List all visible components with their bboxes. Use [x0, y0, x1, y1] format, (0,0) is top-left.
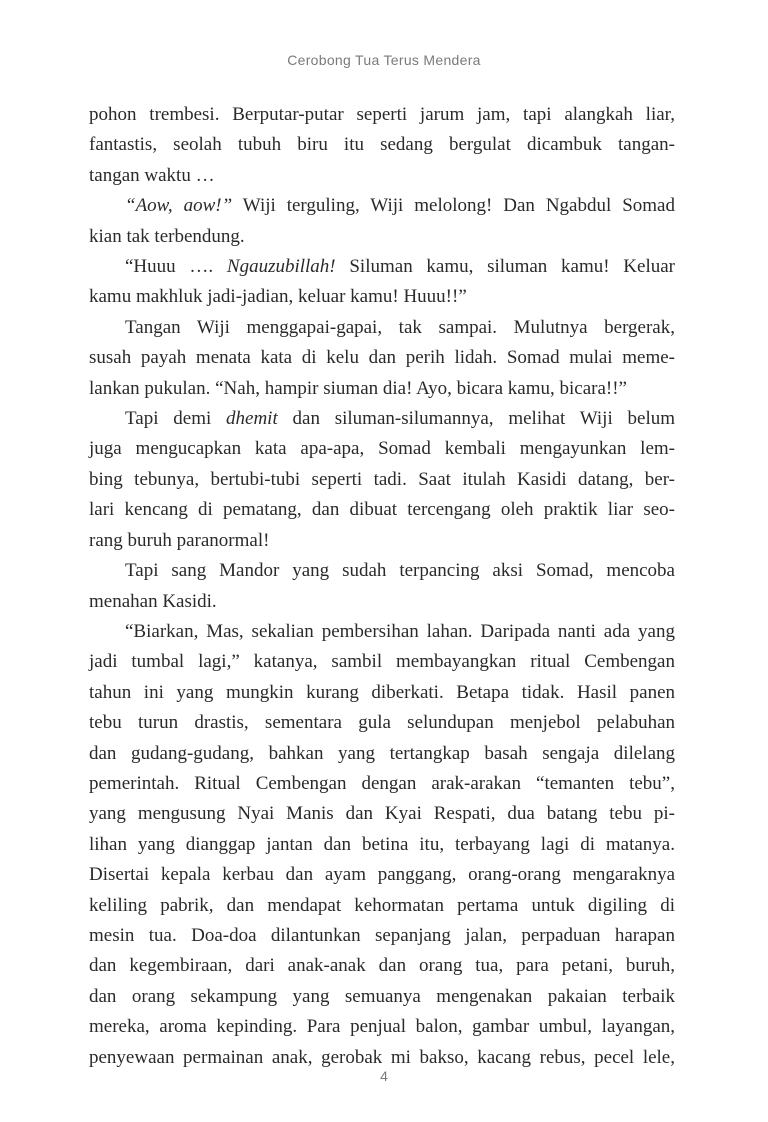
text-line	[89, 404, 675, 434]
text-line	[89, 769, 675, 799]
text-run: yang mengusung Nyai Manis dan Kyai Respati, dua batang tebu pi-	[89, 803, 675, 825]
text-run: fantastis, seolah tubuh biru itu sedang bergulat dicambuk tangan-	[89, 134, 675, 156]
text-line	[89, 313, 675, 343]
italic-text: Ngauzubillah!	[226, 256, 336, 278]
text-line	[89, 252, 675, 282]
text-run: dan gudang-gudang, bahkan yang tertangkap basah sengaja dilelang	[89, 742, 675, 764]
text-line	[89, 100, 675, 130]
page-number: 4	[380, 1068, 388, 1084]
text-run: dan orang sekampung yang semuanya mengenakan pakaian terbaik	[89, 985, 675, 1007]
text-line	[89, 343, 675, 373]
text-run: mesin tua. Doa-doa dilantunkan sepanjang jalan, perpaduan harapan	[89, 924, 675, 946]
running-header: Cerobong Tua Terus Mendera	[287, 52, 481, 68]
text-run: lankan pukulan. “Nah, hampir siuman dia! Ayo, bicara kamu, bicara!!”	[89, 377, 627, 399]
italic-text: dhemit	[226, 408, 278, 430]
text-run: menahan Kasidi.	[89, 590, 217, 612]
paragraph	[89, 404, 675, 556]
text-run: Tapi sang Mandor yang sudah terpancing aksi Somad, mencoba	[125, 560, 675, 582]
text-run: keliling pabrik, dan mendapat kehormatan pertama untuk digiling di	[89, 894, 675, 916]
paragraph	[89, 556, 675, 617]
text-line	[89, 708, 675, 738]
text-line	[89, 282, 675, 312]
text-line	[89, 860, 675, 890]
text-line	[89, 647, 675, 677]
text-line	[89, 222, 675, 252]
text-run: penyewaan permainan anak, gerobak mi bakso, kacang rebus, pecel lele,	[89, 1046, 675, 1068]
text-run: tangan waktu …	[89, 164, 215, 186]
paragraph	[89, 313, 675, 404]
text-run: Tangan Wiji menggapai-gapai, tak sampai. Mulutnya bergerak,	[125, 316, 675, 338]
text-run: kian tak terbendung.	[89, 225, 245, 247]
text-line	[89, 526, 675, 556]
text-line	[89, 495, 675, 525]
text-line	[89, 465, 675, 495]
text-run: Tapi demi	[125, 408, 227, 430]
text-run: susah payah menata kata di kelu dan perih lidah. Somad mulai meme-	[89, 347, 675, 369]
text-run: dan kegembiraan, dari anak-anak dan orang tua, para petani, buruh,	[89, 955, 675, 977]
text-run: lihan yang dianggap jantan dan betina itu, terbayang lagi di matanya.	[89, 833, 675, 855]
paragraph	[89, 191, 675, 252]
text-line	[89, 982, 675, 1012]
text-run: tahun ini yang mungkin kurang diberkati. Betapa tidak. Hasil panen	[89, 681, 675, 703]
text-line	[89, 1012, 675, 1042]
text-run: mereka, aroma kepinding. Para penjual balon, gambar umbul, layangan,	[89, 1016, 675, 1038]
text-run: dan siluman-silumannya, melihat Wiji belum	[277, 408, 675, 430]
text-run: tebu turun drastis, sementara gula selundupan menjebol pelabuhan	[89, 712, 675, 734]
page-body	[89, 100, 675, 1073]
paragraph	[89, 617, 675, 1073]
text-line	[89, 556, 675, 586]
text-run: pemerintah. Ritual Cembengan dengan arak-arakan “temanten tebu”,	[89, 772, 675, 794]
text-line	[89, 434, 675, 464]
paragraph	[89, 252, 675, 313]
text-line	[89, 587, 675, 617]
text-line	[89, 374, 675, 404]
text-run: Wiji terguling, Wiji melolong! Dan Ngabdul Somad	[232, 195, 675, 217]
text-line	[89, 891, 675, 921]
text-run: jadi tumbal lagi,” katanya, sambil membayangkan ritual Cembengan	[89, 651, 675, 673]
italic-text: “Aow, aow!”	[125, 195, 233, 217]
text-run: Disertai kepala kerbau dan ayam panggang, orang-orang mengaraknya	[89, 864, 675, 886]
text-line	[89, 830, 675, 860]
text-run: pohon trembesi. Berputar-putar seperti jarum jam, tapi alangkah liar,	[89, 104, 675, 125]
text-run: rang buruh paranormal!	[89, 529, 270, 551]
text-run: “Huuu ….	[125, 256, 227, 278]
text-line	[89, 678, 675, 708]
paragraph	[89, 100, 675, 191]
text-line	[89, 191, 675, 221]
text-line	[89, 161, 675, 191]
text-line	[89, 921, 675, 951]
text-line	[89, 617, 675, 647]
text-line	[89, 799, 675, 829]
text-line	[89, 739, 675, 769]
text-run: juga mengucapkan kata apa-apa, Somad kembali mengayunkan lem-	[89, 438, 675, 460]
text-line	[89, 130, 675, 160]
text-run: Siluman kamu, siluman kamu! Keluar	[335, 256, 676, 278]
text-run: bing tebunya, bertubi-tubi seperti tadi. Saat itulah Kasidi datang, ber-	[89, 468, 675, 490]
text-run: kamu makhluk jadi-jadian, keluar kamu! Huuu!!”	[89, 286, 467, 308]
text-run: “Biarkan, Mas, sekalian pembersihan lahan. Daripada nanti ada yang	[125, 620, 675, 642]
text-run: lari kencang di pematang, dan dibuat tercengang oleh praktik liar seo-	[89, 499, 675, 521]
text-line	[89, 951, 675, 981]
